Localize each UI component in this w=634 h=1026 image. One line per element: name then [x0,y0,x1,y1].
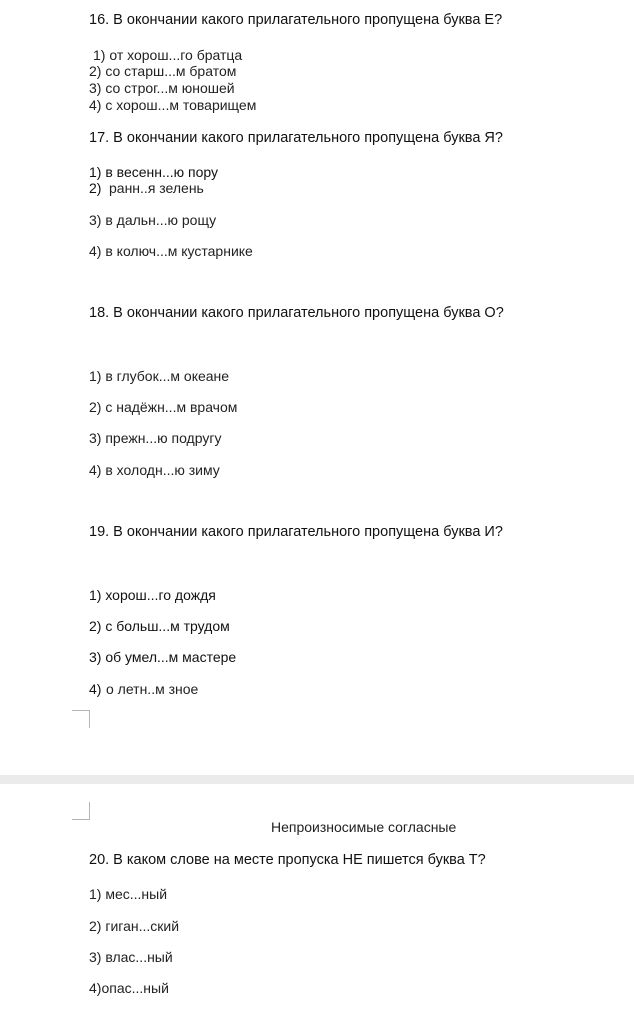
q17-option-2-text: ранн..я зелень [109,180,204,196]
q18-option-2: 2) с надёжн...м врачом [89,399,238,415]
q16-option-4: 4) с хорош...м товарищем [89,97,257,113]
page-margin-mark [72,710,90,728]
q16-option-2: 2) со старш...м братом [89,63,237,79]
q20-option-2: 2) гиган...ский [89,918,180,934]
q20-option-3: 3) влас...ный [89,949,173,965]
q16-option-3: 3) со строг...м юношей [89,80,235,96]
q19-option-4-number: 4) [89,681,102,697]
page-break [0,775,634,784]
question-19: 19. В окончании какого прилагательного пропущена буква И? [89,524,503,540]
q19-option-3: 3) об умел...м мастере [89,649,237,665]
question-18: 18. В окончании какого прилагательного пропущена буква О? [89,305,504,321]
question-17: 17. В окончании какого прилагательного пропущена буква Я? [89,130,503,146]
q20-option-4: 4)опас...ный [89,980,169,996]
q19-option-4-text: о летн..м зное [106,681,199,697]
q18-option-3: 3) прежн...ю подругу [89,430,222,446]
q20-option-1: 1) мес...ный [89,886,168,902]
q18-option-4: 4) в холодн...ю зиму [89,462,220,478]
section-title: Непроизносимые согласные [271,819,457,835]
q17-option-1: 1) в весенн...ю пору [89,164,219,180]
q19-option-1: 1) хорош...го дождя [89,587,216,603]
question-20: 20. В каком слове на месте пропуска НЕ пишется буква Т? [89,852,486,868]
q17-option-3: 3) в дальн...ю рощу [89,212,217,228]
question-16: 16. В окончании какого прилагательного пропущена буква Е? [89,12,503,28]
q18-option-1: 1) в глубок...м океане [89,368,230,384]
q16-option-1: 1) от хорош...го братца [93,47,243,63]
q17-option-4: 4) в колюч...м кустарнике [89,243,253,259]
q19-option-2: 2) с больш...м трудом [89,618,230,634]
q17-option-2-number: 2) [89,180,102,196]
page-margin-mark [72,802,90,820]
